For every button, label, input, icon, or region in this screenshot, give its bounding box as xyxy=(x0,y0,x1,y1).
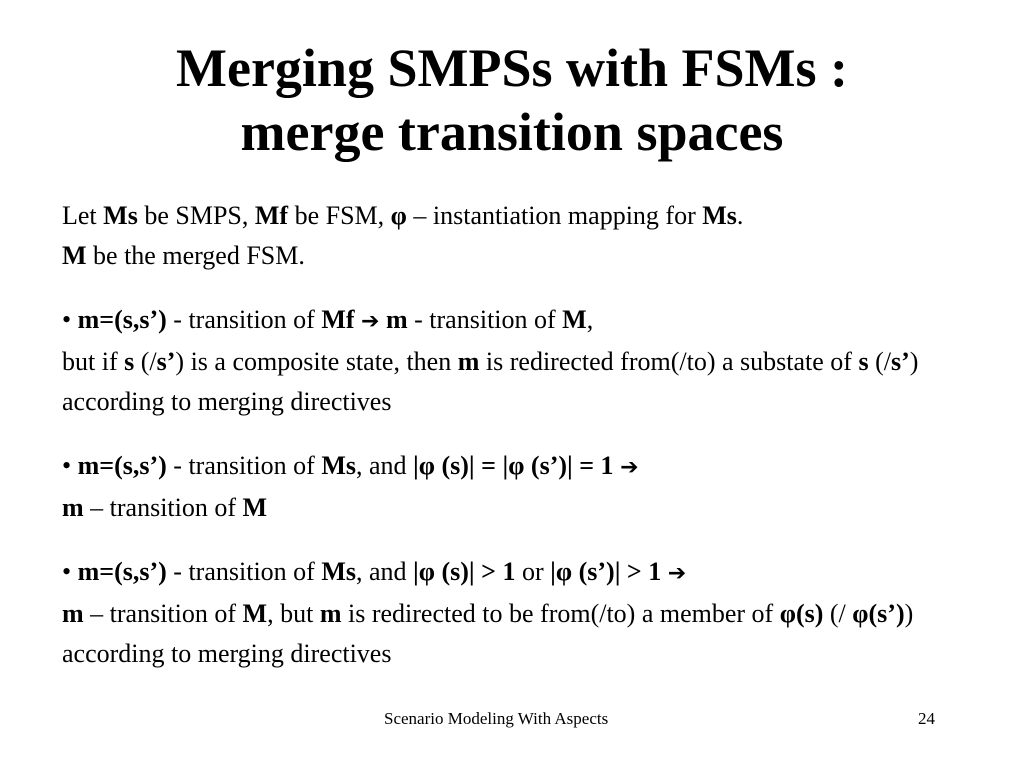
term-m: m xyxy=(62,493,84,522)
term-m: M xyxy=(62,241,87,270)
bullet-marker: • xyxy=(62,305,78,334)
text: – transition of xyxy=(83,599,243,628)
term-s: s xyxy=(858,347,869,376)
term-transition: m=(s,s’) xyxy=(77,305,167,334)
text: is redirected from(/to) a substate of xyxy=(479,347,859,376)
term-s-prime: s’ xyxy=(156,347,176,376)
term-M: M xyxy=(242,599,268,628)
text: (/ xyxy=(823,599,853,628)
term-m: m xyxy=(62,599,84,628)
term-m: m xyxy=(385,305,408,334)
text: - transition of xyxy=(166,557,322,586)
intro-paragraph xyxy=(62,196,982,276)
implies-arrow-icon: ➔ xyxy=(620,455,639,480)
implies-arrow-icon: ➔ xyxy=(667,561,687,586)
bullet-item-1 xyxy=(62,300,982,422)
term-phi-s: φ(s) xyxy=(779,599,824,628)
text: Let xyxy=(62,201,104,230)
bullet-marker: • xyxy=(62,451,78,480)
bullet-item-2 xyxy=(62,446,982,528)
term-M: M xyxy=(242,493,268,522)
condition: |φ (s’)| > 1 xyxy=(550,557,662,586)
condition: |φ (s)| = |φ (s’)| = 1 xyxy=(413,451,614,480)
text: - transition of xyxy=(166,451,322,480)
text: ) according to merging directives xyxy=(62,599,914,668)
page-number: 24 xyxy=(918,709,935,728)
text: (/ xyxy=(134,347,157,376)
text: . xyxy=(736,201,744,230)
term-m: m xyxy=(319,599,342,628)
text: ) according to merging directives xyxy=(62,347,919,416)
bullet-marker: • xyxy=(62,557,78,586)
slide-title-line-1: Merging SMPSs with FSMs : xyxy=(176,38,848,98)
term-ms: Ms xyxy=(702,201,737,230)
bullet-item-3 xyxy=(62,552,982,674)
text: , and xyxy=(356,451,414,480)
term-transition: m=(s,s’) xyxy=(77,451,167,480)
text: , and xyxy=(356,557,414,586)
term-mf: Mf xyxy=(321,305,355,334)
text: , xyxy=(586,305,594,334)
text: or xyxy=(515,557,551,586)
text: – instantiation mapping for xyxy=(406,201,703,230)
implies-arrow-icon: ➔ xyxy=(361,309,380,334)
term-ms: Ms xyxy=(321,557,356,586)
term-ms: Ms xyxy=(321,451,356,480)
text: - transition of xyxy=(407,305,563,334)
term-s-prime: s’ xyxy=(890,347,910,376)
text: but if xyxy=(62,347,125,376)
text: ) is a composite state, then xyxy=(175,347,458,376)
term-m: m xyxy=(457,347,480,376)
term-phi: φ xyxy=(390,201,407,230)
term-transition: m=(s,s’) xyxy=(77,557,167,586)
slide-title-line-2: merge transition spaces xyxy=(240,102,784,162)
text: be SMPS, xyxy=(137,201,255,230)
condition: |φ (s)| > 1 xyxy=(413,557,516,586)
text: is redirected to be from(/to) a member of xyxy=(341,599,780,628)
footer-title: Scenario Modeling With Aspects xyxy=(384,709,609,728)
slide-title xyxy=(0,36,1024,164)
term-phi-s-prime: φ(s’) xyxy=(852,599,905,628)
text: be the merged FSM. xyxy=(86,241,305,270)
term-M: M xyxy=(562,305,587,334)
term-ms: Ms xyxy=(103,201,138,230)
slide-body xyxy=(62,196,982,674)
text: - transition of xyxy=(166,305,322,334)
text: – transition of xyxy=(83,493,243,522)
term-s: s xyxy=(124,347,135,376)
text: , but xyxy=(267,599,320,628)
text: be FSM, xyxy=(288,201,391,230)
text: (/ xyxy=(868,347,891,376)
term-mf: Mf xyxy=(254,201,289,230)
